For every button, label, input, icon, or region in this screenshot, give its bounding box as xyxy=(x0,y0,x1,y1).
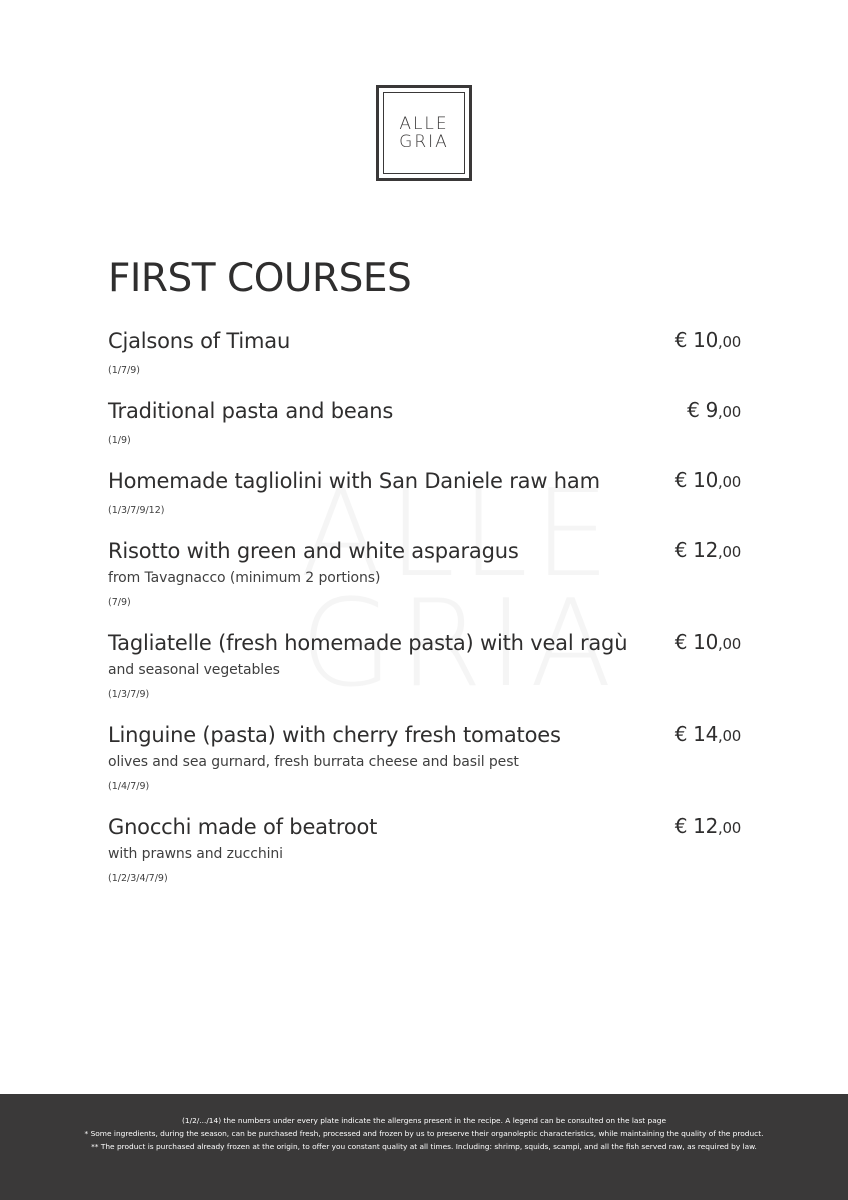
item-name: Gnocchi made of beatroot xyxy=(108,815,378,839)
menu-list xyxy=(108,326,741,904)
price-main: € 12 xyxy=(674,538,719,562)
price-cents: ,00 xyxy=(718,727,741,745)
price-main: € 9 xyxy=(687,398,719,422)
section-title: FIRST COURSES xyxy=(108,256,412,301)
footer-frozen-note: ** The product is purchased already frozen at the origin, to offer you constant quality at all times. Including: shrimp, squids, scampi, and all the fish served raw, as required by law. xyxy=(91,1142,757,1151)
price-cents: ,00 xyxy=(718,333,741,351)
item-name: Cjalsons of Timau xyxy=(108,329,291,353)
item-allergens: (1/9) xyxy=(108,435,131,446)
menu-item xyxy=(108,812,741,885)
allergen-footer xyxy=(0,1094,848,1200)
item-allergens: (1/7/9) xyxy=(108,365,140,376)
item-allergens: (7/9) xyxy=(108,597,131,608)
item-name: Traditional pasta and beans xyxy=(108,399,394,423)
price-main: € 10 xyxy=(674,630,719,654)
item-price xyxy=(687,398,741,422)
item-allergens: (1/4/7/9) xyxy=(108,781,150,792)
item-name: Linguine (pasta) with cherry fresh tomatoes xyxy=(108,723,561,747)
item-description: from Tavagnacco (minimum 2 portions) xyxy=(108,570,381,586)
price-cents: ,00 xyxy=(718,543,741,561)
item-description: olives and sea gurnard, fresh burrata cheese and basil pest xyxy=(108,754,519,770)
price-cents: ,00 xyxy=(718,403,741,421)
item-price xyxy=(675,538,741,562)
menu-item xyxy=(108,536,741,609)
item-allergens: (1/3/7/9) xyxy=(108,689,150,700)
item-price xyxy=(675,814,741,838)
logo-text-top: ALLE xyxy=(399,114,449,134)
price-main: € 12 xyxy=(674,814,719,838)
menu-item xyxy=(108,720,741,793)
item-price xyxy=(675,630,741,654)
restaurant-logo xyxy=(376,85,472,181)
item-name: Risotto with green and white asparagus xyxy=(108,539,519,563)
footer-allergen-note: (1/2/.../14) the numbers under every plate indicate the allergens present in the recipe. A legend can be consulted on the last page xyxy=(182,1116,666,1125)
price-main: € 10 xyxy=(674,468,719,492)
menu-item xyxy=(108,396,741,447)
item-price xyxy=(675,722,741,746)
logo-text-bottom: GRIA xyxy=(399,132,449,152)
price-main: € 14 xyxy=(674,722,719,746)
item-price xyxy=(675,468,741,492)
price-cents: ,00 xyxy=(718,819,741,837)
item-description: and seasonal vegetables xyxy=(108,662,280,678)
item-name: Tagliatelle (fresh homemade pasta) with veal ragù xyxy=(108,631,628,655)
price-cents: ,00 xyxy=(718,473,741,491)
menu-item xyxy=(108,326,741,377)
item-name: Homemade tagliolini with San Daniele raw ham xyxy=(108,469,600,493)
menu-item xyxy=(108,628,741,701)
item-allergens: (1/3/7/9/12) xyxy=(108,505,165,516)
price-cents: ,00 xyxy=(718,635,741,653)
item-allergens: (1/2/3/4/7/9) xyxy=(108,873,168,884)
logo-inner-frame xyxy=(383,92,465,174)
menu-item xyxy=(108,466,741,517)
price-main: € 10 xyxy=(674,328,719,352)
footer-fresh-note: * Some ingredients, during the season, can be purchased fresh, processed and frozen by us to preserve their organoleptic characteristics, while maintaining the quality of the product. xyxy=(84,1129,764,1138)
item-price xyxy=(675,328,741,352)
item-description: with prawns and zucchini xyxy=(108,846,283,862)
